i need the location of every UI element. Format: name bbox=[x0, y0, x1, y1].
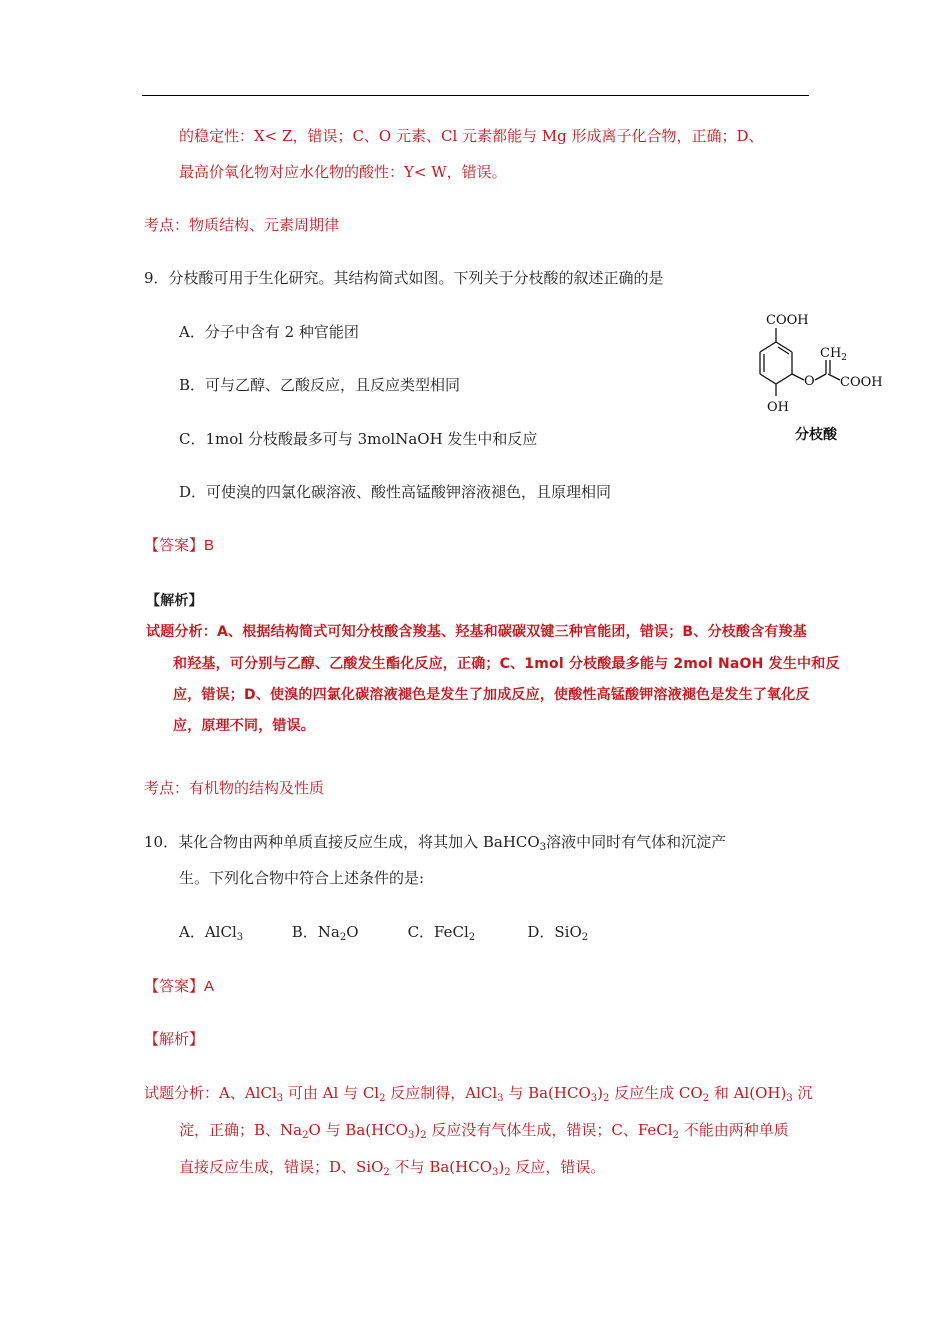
q9-stem bbox=[144, 268, 664, 288]
q10-a2-s4: 2 bbox=[672, 1130, 679, 1141]
q10-option-c bbox=[408, 922, 523, 942]
q9-stem-text: 分枝酸可用于生化研究。其结构简式如图。下列关于分枝酸的叙述正确的是 bbox=[168, 269, 664, 287]
q9-analysis-line-1: 试题分析：A、根据结构简式可知分枝酸含羧基、羟基和碳碳双键三种官能团，错误；B、分枝酸含有羧基 bbox=[146, 624, 807, 640]
q9-answer bbox=[144, 535, 214, 556]
q10-a2-e: 不能由两种单质 bbox=[678, 1121, 789, 1139]
q10-option-d bbox=[527, 922, 588, 942]
q10-analysis-line-1 bbox=[144, 1083, 812, 1103]
q10-a3-b: 不与 Ba(HCO bbox=[389, 1158, 492, 1176]
q10-option-a-text: A．AlCl bbox=[179, 923, 237, 941]
q10-a1-c: 反应制得，AlCl bbox=[385, 1084, 498, 1102]
q10-stem-sub: 3 bbox=[539, 842, 547, 853]
q9-option-d: D．可使溴的四氯化碳溶液、酸性高锰酸钾溶液褪色，且原理相同 bbox=[179, 483, 612, 501]
q9-analysis-line-4: 应，原理不同，错误。 bbox=[173, 718, 315, 734]
q10-answer-value: A bbox=[204, 978, 215, 995]
q10-a2-a: 淀，正确；B、Na bbox=[179, 1121, 303, 1139]
q10-a1-a: 试题分析：A、AlCl bbox=[144, 1084, 277, 1102]
q10-a2-d: 反应没有气体生成，错误；C、FeCl bbox=[426, 1121, 673, 1139]
q9-option-a: A．分子中含有 2 种官能团 bbox=[179, 323, 359, 341]
q10-answer bbox=[144, 976, 214, 997]
q10-a1-b: 可由 Al 与 Cl bbox=[283, 1084, 380, 1102]
q10-a2-s3: 2 bbox=[420, 1130, 427, 1141]
q10-a1-e: ) bbox=[597, 1084, 603, 1102]
q10-a1-g: 和 Al(OH) bbox=[709, 1084, 787, 1102]
q10-a3-s3: 2 bbox=[504, 1167, 511, 1178]
q10-analysis-line-2 bbox=[179, 1120, 789, 1140]
structure-ch2-sub: 2 bbox=[841, 353, 848, 363]
prev-analysis-line-1: 的稳定性：X< Z，错误；C、O 元素、Cl 元素都能与 Mg 形成离子化合物，正确；D、 bbox=[179, 127, 764, 145]
q10-a3-s1: 2 bbox=[383, 1167, 390, 1178]
q10-stem-a: 某化合物由两种单质直接反应生成，将其加入 BaHCO bbox=[178, 833, 540, 851]
q9-option-b: B．可与乙醇、乙酸反应，且反应类型相同 bbox=[179, 376, 461, 394]
q10-a1-s4: 3 bbox=[590, 1093, 598, 1104]
structure-diagram bbox=[742, 308, 892, 428]
structure-cooh-right: COOH bbox=[840, 375, 883, 390]
q10-a1-s6: 2 bbox=[702, 1093, 710, 1104]
header-rule bbox=[142, 95, 809, 96]
q9-answer-value: B bbox=[204, 537, 215, 554]
q10-answer-label: 【答案】 bbox=[144, 977, 205, 995]
structure-ch2-text: CH bbox=[820, 346, 842, 361]
q10-number: 10． bbox=[144, 833, 179, 851]
q10-stem-b: 溶液中同时有气体和沉淀产 bbox=[546, 833, 727, 851]
q10-a3-c: ) bbox=[498, 1158, 505, 1176]
q10-stem-line-2: 生。下列化合物中符合上述条件的是: bbox=[179, 869, 425, 887]
q10-a3-d: 反应，错误。 bbox=[510, 1158, 606, 1176]
q10-option-a-sub: 3 bbox=[236, 932, 244, 943]
q10-option-b-text: B．Na bbox=[291, 923, 340, 941]
q10-option-a bbox=[179, 922, 287, 942]
q10-option-b-sub: 2 bbox=[339, 932, 347, 943]
q10-option-b bbox=[292, 922, 403, 942]
q10-a1-s3: 3 bbox=[497, 1093, 504, 1104]
q10-analysis-label: 【解析】 bbox=[144, 1030, 205, 1048]
q10-option-c-sub: 2 bbox=[468, 932, 476, 943]
q9-analysis-line-3: 应，错误；D、使溴的四氯化碳溶液褪色是发生了加成反应，使酸性高锰酸钾溶液褪色是发生了氧化反 bbox=[173, 687, 810, 703]
q9-answer-label: 【答案】 bbox=[144, 536, 205, 554]
q10-stem-line-1 bbox=[144, 832, 726, 852]
q10-options bbox=[179, 922, 588, 942]
q9-analysis-label: 【解析】 bbox=[146, 593, 203, 609]
structure-ch2 bbox=[820, 346, 847, 363]
q9-number: 9． bbox=[144, 269, 169, 287]
structure-oh: OH bbox=[767, 400, 789, 415]
q10-option-d-text: D．SiO bbox=[527, 923, 582, 941]
q10-a1-h: 沉 bbox=[792, 1084, 813, 1102]
q9-analysis-line-2: 和羟基，可分别与乙醇、乙酸发生酯化反应，正确；C、1mol 分枝酸最多能与 2mol NaOH 发生中和反 bbox=[173, 656, 840, 672]
structure-o: O bbox=[804, 374, 815, 389]
q9-option-c: C．1mol 分枝酸最多可与 3molNaOH 发生中和反应 bbox=[179, 430, 538, 448]
q10-option-c-text: C．FeCl bbox=[407, 923, 469, 941]
structure-name: 分枝酸 bbox=[795, 427, 837, 443]
q10-a1-f: 反应生成 CO bbox=[609, 1084, 703, 1102]
prev-analysis-line-2: 最高价氧化物对应水化物的酸性：Y< W，错误。 bbox=[179, 163, 507, 181]
q10-a2-s1: 2 bbox=[302, 1130, 309, 1141]
q10-a1-s7: 3 bbox=[786, 1093, 793, 1104]
kaodian-1: 考点：物质结构、元素周期律 bbox=[144, 216, 340, 234]
q10-a3-a: 直接反应生成，错误；D、SiO bbox=[179, 1158, 384, 1176]
q10-a2-c: ) bbox=[414, 1121, 421, 1139]
q10-a1-s2: 2 bbox=[379, 1093, 386, 1104]
structure-cooh-top: COOH bbox=[766, 313, 809, 328]
kaodian-2: 考点：有机物的结构及性质 bbox=[144, 779, 325, 797]
q10-a2-s2: 3 bbox=[407, 1130, 415, 1141]
q10-option-d-sub: 2 bbox=[581, 932, 589, 943]
q10-a1-s5: 2 bbox=[603, 1093, 610, 1104]
q10-a3-s2: 3 bbox=[492, 1167, 499, 1178]
q10-analysis-line-3 bbox=[179, 1157, 605, 1177]
q10-a2-b: O 与 Ba(HCO bbox=[308, 1121, 408, 1139]
q10-a1-s1: 3 bbox=[276, 1093, 284, 1104]
q10-a1-d: 与 Ba(HCO bbox=[503, 1084, 591, 1102]
q10-option-b-suffix: O bbox=[346, 923, 359, 941]
